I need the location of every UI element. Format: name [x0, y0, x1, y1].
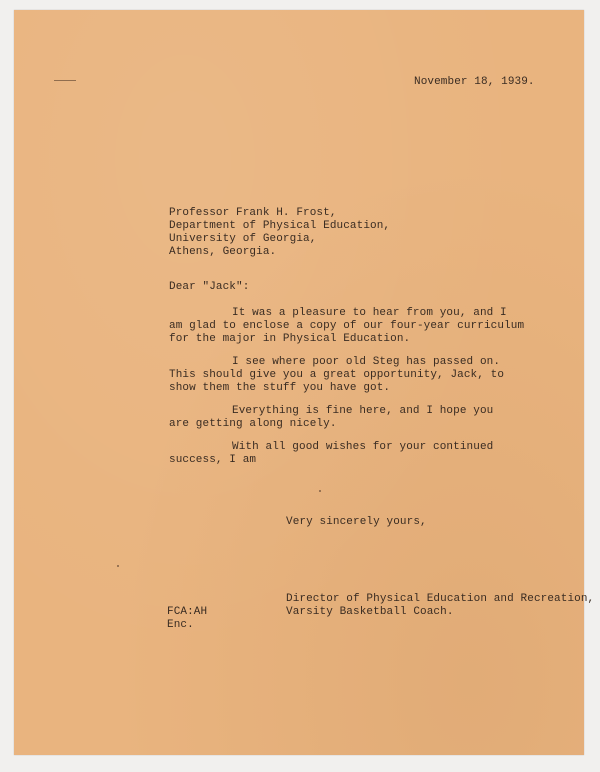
paper-speck	[117, 565, 119, 567]
body-line: With all good wishes for your continued	[232, 441, 494, 453]
reference-initials: FCA:AH	[167, 606, 208, 618]
paper-speck	[319, 490, 321, 492]
body-line: are getting along nicely.	[169, 418, 337, 430]
signature-title-line1: Director of Physical Education and Recreation,	[286, 593, 595, 605]
body-line: I see where poor old Steg has passed on.	[232, 356, 501, 368]
recipient-department: Department of Physical Education,	[169, 220, 391, 232]
letter-date: November 18, 1939.	[414, 76, 535, 88]
body-line: Everything is fine here, and I hope you	[232, 405, 494, 417]
body-line: for the major in Physical Education.	[169, 333, 411, 345]
body-line: success, I am	[169, 454, 257, 466]
closing: Very sincerely yours,	[286, 516, 427, 528]
paper-mark	[54, 80, 76, 81]
body-line: This should give you a great opportunity, Jack, to	[169, 369, 505, 381]
signature-title-line2: Varsity Basketball Coach.	[286, 606, 454, 618]
recipient-name: Professor Frank H. Frost,	[169, 207, 337, 219]
body-line: show them the stuff you have got.	[169, 382, 391, 394]
body-line: It was a pleasure to hear from you, and I	[232, 307, 507, 319]
recipient-city: Athens, Georgia.	[169, 246, 277, 258]
body-line: am glad to enclose a copy of our four-year curriculum	[169, 320, 525, 332]
salutation: Dear "Jack":	[169, 281, 250, 293]
enclosure-note: Enc.	[167, 619, 194, 631]
letter-page	[14, 10, 595, 755]
recipient-university: University of Georgia,	[169, 233, 317, 245]
